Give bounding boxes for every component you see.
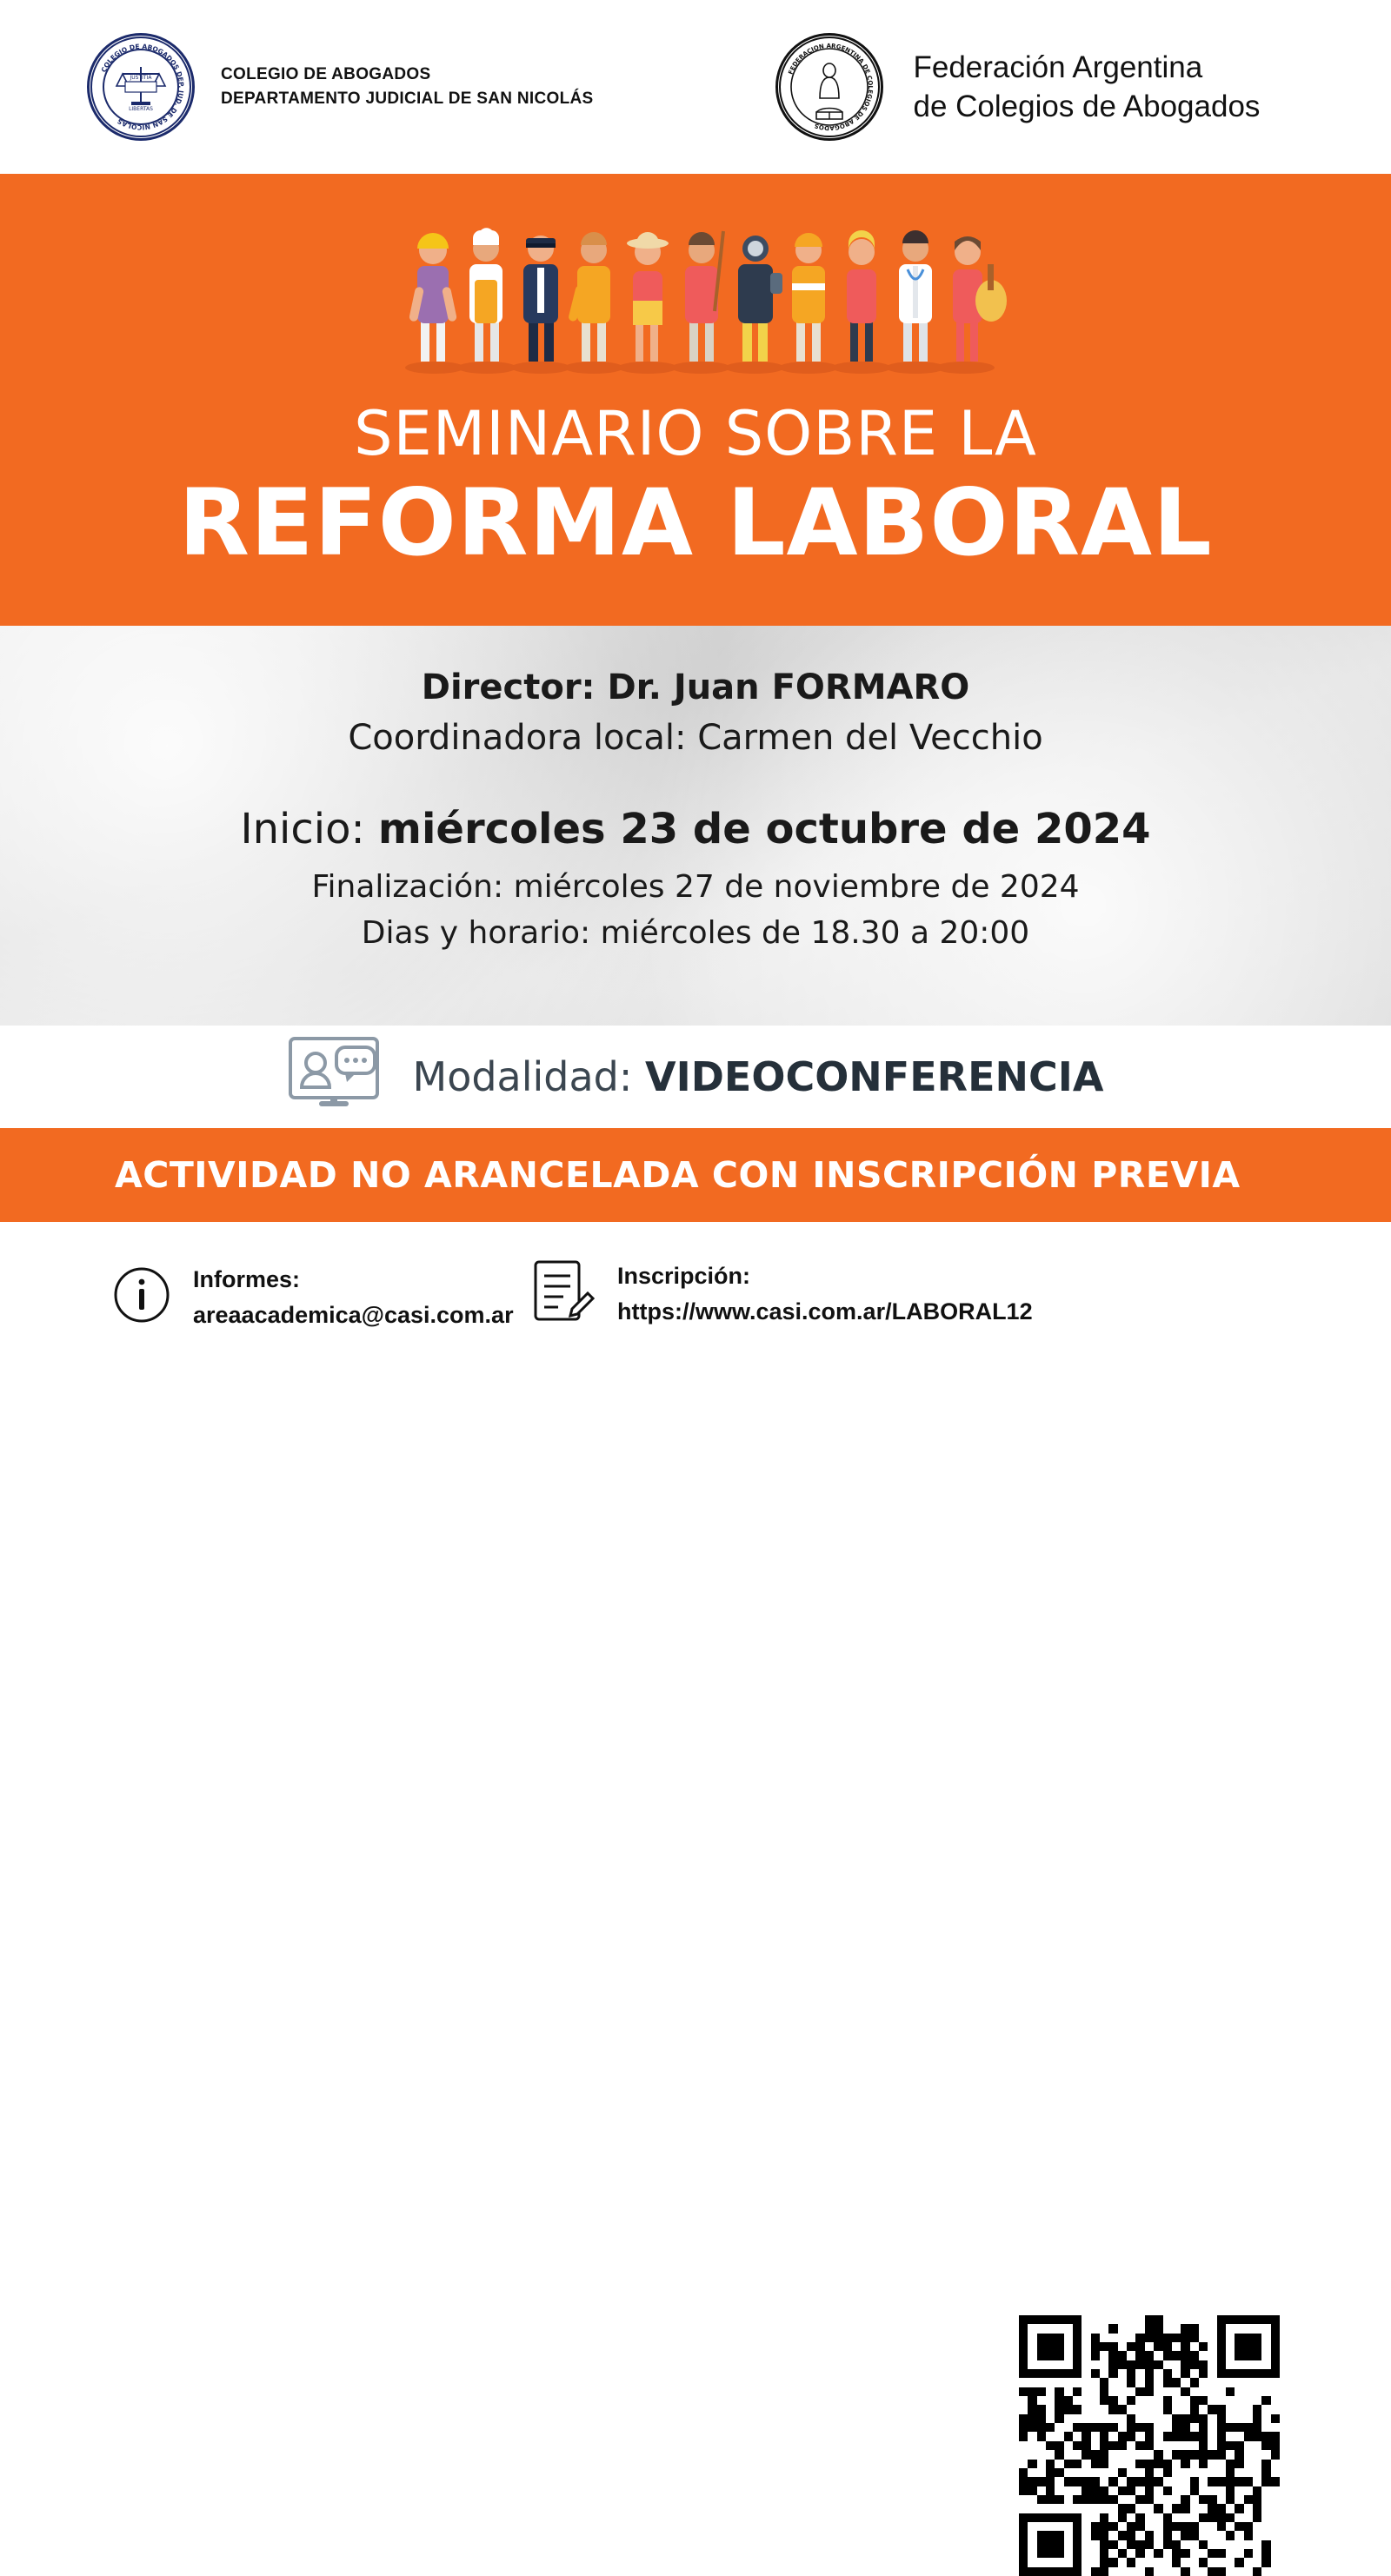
info-icon: [113, 1266, 170, 1328]
inscripcion-text: [617, 1258, 1033, 1329]
informes-block: [113, 1262, 514, 1332]
start-date-line: [0, 805, 1391, 853]
casi-logo-line1: COLEGIO DE ABOGADOS: [221, 65, 431, 84]
director-line: Director: Dr. Juan FORMARO: [421, 667, 970, 707]
seminar-subtitle: SEMINARIO SOBRE LA: [354, 398, 1037, 469]
start-date-label: Inicio:: [240, 805, 365, 853]
qr-code[interactable]: [1019, 2315, 1280, 2576]
schedule-line: Dias y horario: miércoles de 18.30 a 20:00: [361, 915, 1030, 951]
free-activity-strip: [0, 1128, 1391, 1222]
videoconference-icon: [288, 1035, 390, 1119]
informes-text: [193, 1262, 514, 1332]
informes-email[interactable]: areaacademica@casi.com.ar: [193, 1301, 514, 1328]
svg-text:FEDERACION ARGENTINA DE COLEGI: FEDERACION ARGENTINA DE COLEGIOS DE ABOGADOS: [788, 42, 875, 132]
casi-logo-block: [87, 33, 593, 141]
form-pencil-icon: [530, 1257, 595, 1331]
casi-logo-line2: DEPARTAMENTO JUDICIAL DE SAN NICOLÁS: [221, 90, 594, 108]
colegio-de-abogados-san-nicolas-seal: [87, 33, 195, 141]
svg-text:COLEGIO DE ABOGADOS DEP. JUD.: COLEGIO DE ABOGADOS DEP. JUD. DE SAN NICOLAS: [99, 42, 186, 132]
svg-text:JUSTITIA: JUSTITIA: [130, 75, 152, 81]
casi-logo-text: [221, 63, 593, 110]
modality-value: VIDEOCONFERENCIA: [645, 1053, 1104, 1100]
federacion-argentina-colegios-abogados-seal: [775, 33, 883, 141]
title-banner: [0, 174, 1391, 626]
faca-logo-line2: de Colegios de Abogados: [913, 90, 1261, 123]
group-of-workers-illustration: [383, 189, 1008, 381]
informes-label: Informes:: [193, 1266, 301, 1292]
poster-header: [0, 0, 1391, 174]
end-date-line: Finalización: miércoles 27 de noviembre de 2024: [311, 869, 1080, 905]
details-section: [0, 626, 1391, 1026]
inscripcion-label: Inscripción:: [617, 1263, 751, 1289]
seminar-title: REFORMA LABORAL: [178, 469, 1213, 576]
poster-footer: [0, 1222, 1391, 1390]
inscripcion-url[interactable]: https://www.casi.com.ar/LABORAL12: [617, 1298, 1033, 1325]
modality-text: [413, 1053, 1104, 1100]
coordinator-line: Coordinadora local: Carmen del Vecchio: [348, 718, 1043, 758]
inscripcion-block: [530, 1257, 1033, 1331]
modality-section: [0, 1026, 1391, 1128]
modality-label: Modalidad:: [412, 1053, 633, 1100]
start-date-value: miércoles 23 de octubre de 2024: [377, 805, 1151, 853]
faca-logo-block: [775, 33, 1260, 141]
faca-logo-line1: Federación Argentina: [913, 50, 1203, 84]
svg-text:LIBERTAS: LIBERTAS: [129, 106, 153, 112]
faca-logo-text: [913, 48, 1260, 127]
free-activity-text: ACTIVIDAD NO ARANCELADA CON INSCRIPCIÓN PREVIA: [115, 1154, 1241, 1196]
